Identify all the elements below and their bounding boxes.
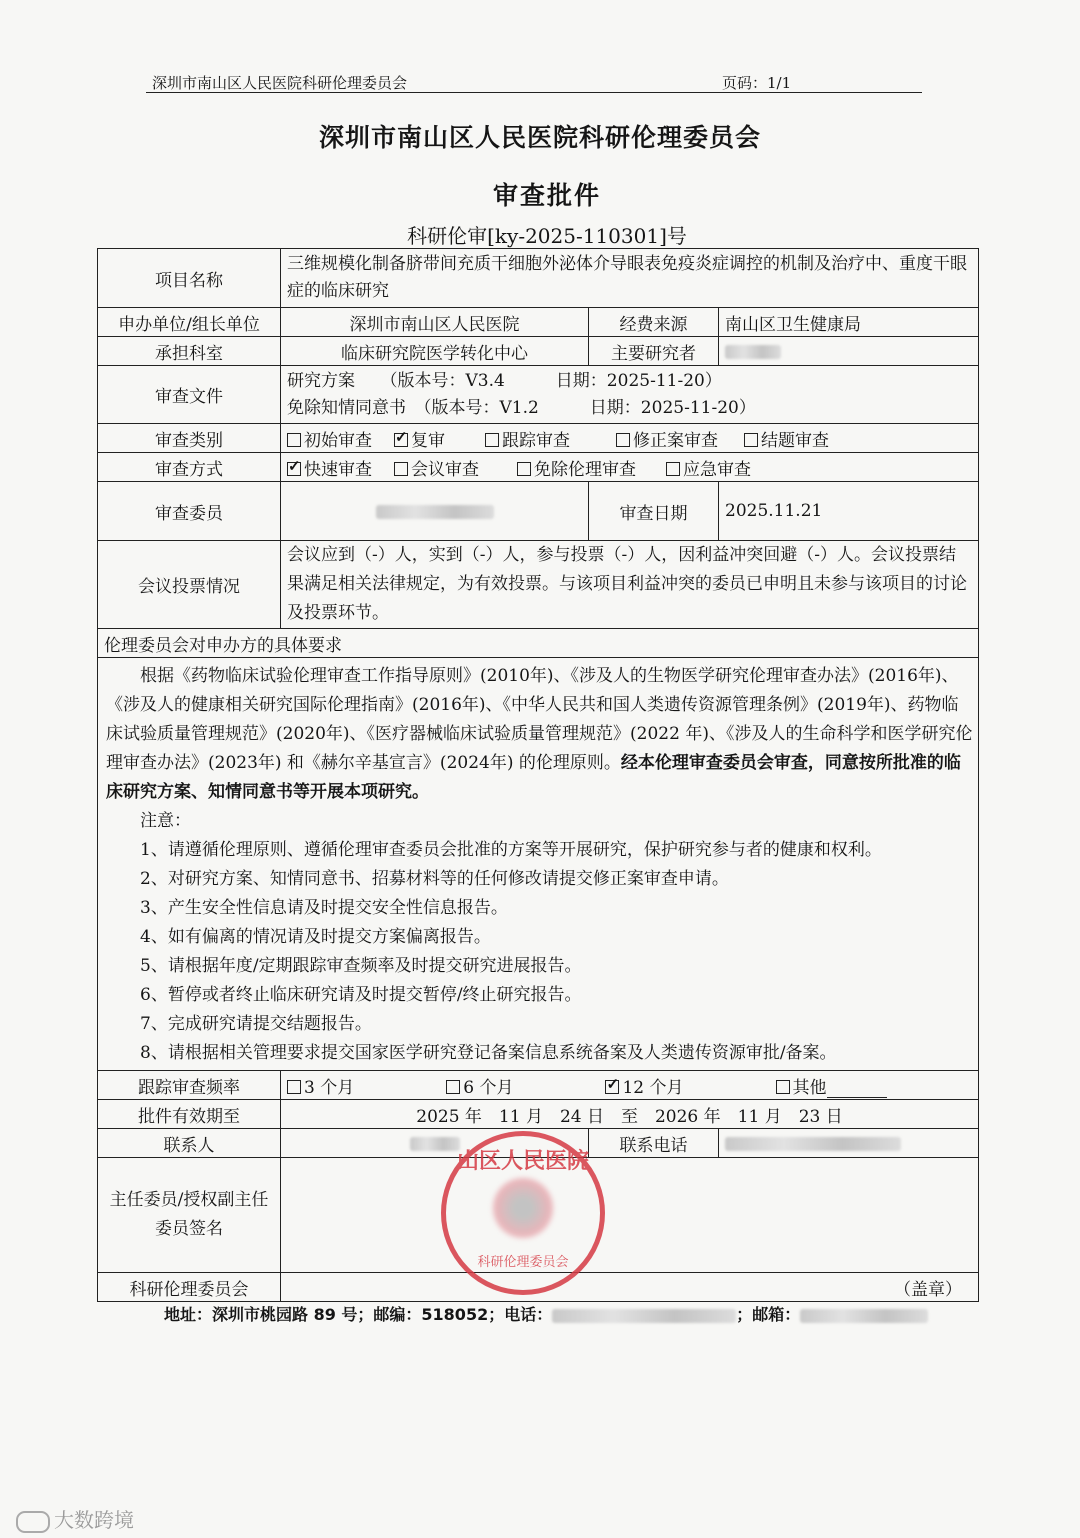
- row-vote: [98, 541, 979, 629]
- checkbox-checked-icon: [394, 433, 408, 447]
- frequency-label: 跟踪审查频率: [98, 1071, 281, 1100]
- row-project: [98, 249, 979, 308]
- sponsor-value: 深圳市南山区人民医院: [281, 308, 589, 337]
- header-rule: [146, 92, 922, 93]
- checkbox-icon: [287, 433, 301, 447]
- checkbox-amendment-review: 修正案审查: [616, 426, 718, 451]
- notes-title: 注意：: [140, 811, 191, 831]
- checkbox-other: 其他: [776, 1073, 887, 1098]
- checkbox-exempt-review: 免除伦理审查: [517, 455, 636, 480]
- row-members: [98, 482, 979, 541]
- review-date-label: 审查日期: [589, 482, 719, 541]
- checkbox-icon: [776, 1080, 790, 1094]
- committee-label: 科研伦理委员会: [98, 1273, 281, 1302]
- checkbox-icon: [744, 433, 758, 447]
- documents-label: 审查文件: [98, 366, 281, 424]
- checkbox-icon: [517, 462, 531, 476]
- checkbox-3-months: 3 个月: [287, 1073, 354, 1098]
- note-item: 7、完成研究请提交结题报告。: [140, 1014, 372, 1034]
- checkbox-12-months: ✓ 12 个月: [605, 1073, 683, 1098]
- department-value: 临床研究院医学转化中心: [281, 337, 589, 366]
- checkbox-icon: [287, 1080, 301, 1094]
- checkbox-icon: [666, 462, 680, 476]
- members-value: [281, 482, 589, 541]
- validity-label: 批件有效期至: [98, 1100, 281, 1129]
- pi-value: [719, 337, 979, 366]
- requirements-body: [98, 658, 979, 1071]
- fund-label: 经费来源: [589, 308, 719, 337]
- checkbox-re-review: ✓ 复审: [394, 426, 445, 451]
- header-org: 深圳市南山区人民医院科研伦理委员会: [152, 74, 408, 92]
- checkbox-icon: [394, 462, 408, 476]
- validity-value: 2025 年 11 月 24 日 至 2026 年 11 月 23 日: [281, 1100, 979, 1129]
- review-type-options: [281, 424, 979, 453]
- phone-value: [719, 1129, 979, 1158]
- row-frequency: [98, 1071, 979, 1100]
- checkbox-final-review: 结题审查: [744, 426, 829, 451]
- review-method-label: 审查方式: [98, 453, 281, 482]
- department-label: 承担科室: [98, 337, 281, 366]
- frequency-options: [281, 1071, 979, 1100]
- redacted-email: [800, 1309, 928, 1323]
- contact-label: 联系人: [98, 1129, 281, 1158]
- review-date-value: 2025.11.21: [719, 482, 979, 541]
- sponsor-label: 申办单位/组长单位: [98, 308, 281, 337]
- official-seal: [441, 1131, 605, 1295]
- document-number: 科研伦审[ky-2025-110301]号: [407, 224, 687, 248]
- redacted-phone-footer: [552, 1309, 736, 1323]
- note-item: 5、请根据年度/定期跟踪审查频率及时提交研究进展报告。: [140, 956, 582, 976]
- note-item: 8、请根据相关管理要求提交国家医学研究登记备案信息系统备案及人类遗传资源审批/备案。: [140, 1043, 837, 1063]
- document-subtitle: 审查批件: [492, 181, 601, 210]
- signature-label: 主任委员/授权副主任委员签名: [98, 1158, 281, 1273]
- blank-line: [827, 1081, 887, 1098]
- note-item: 3、产生安全性信息请及时提交安全性信息报告。: [140, 898, 508, 918]
- seal-bottom-text: 科研伦理委员会: [477, 1255, 569, 1270]
- checkbox-initial-review: 初始审查: [287, 426, 372, 451]
- row-review-type: [98, 424, 979, 453]
- watermark-logo-icon: [16, 1511, 50, 1533]
- requirements-label: 伦理委员会对申办方的具体要求: [98, 629, 979, 658]
- vote-text: 会议应到（-）人，实到（-）人，参与投票（-）人，因利益冲突回避（-）人。会议投票结果满足相关法律规定，为有效投票。与该项目利益冲突的委员已申明且未参与该项目的讨论及投票环节。: [281, 541, 979, 629]
- redacted-phone: [725, 1137, 901, 1151]
- note-item: 2、对研究方案、知情同意书、招募材料等的任何修改请提交修正案审查申请。: [140, 869, 729, 889]
- checkbox-icon: [485, 433, 499, 447]
- fund-value: 南山区卫生健康局: [719, 308, 979, 337]
- project-label: 项目名称: [98, 249, 281, 308]
- review-method-options: [281, 453, 979, 482]
- requirements-intro: 根据《药物临床试验伦理审查工作指导原则》(2010年)、《涉及人的生物医学研究伦理审查办法》(2016年)、《涉及人的健康相关研究国际伦理指南》(2016年)、《中华人民共和国人类遗传资源管理条例》(2019年)、药物临床试验质量管理规范》(2020年)、《医疗器械临床试验质量管理规范》(2022 年)、《涉及人的生命科学和医学研究伦理审查办法》(2023年) 和《赫尔辛基宣言》(2024年) 的伦理原则。经本伦理审查委员会审查，同意按所批准的临床研究方案、知情同意书等开展本项研究。: [106, 666, 973, 802]
- row-sponsor: [98, 308, 979, 337]
- redacted-members: [376, 505, 494, 519]
- stamp-note: （盖章）: [281, 1273, 979, 1302]
- project-name: 三维规模化制备脐带间充质干细胞外泌体介导眼表免疫炎症调控的机制及治疗中、重度干眼症的临床研究: [281, 249, 979, 308]
- seal-emblem-icon: [491, 1176, 555, 1240]
- row-department: [98, 337, 979, 366]
- document-title: 深圳市南山区人民医院科研伦理委员会: [318, 123, 761, 152]
- redacted-pi: [725, 345, 781, 359]
- checkbox-emergency-review: 应急审查: [666, 455, 751, 480]
- checkbox-icon: [616, 433, 630, 447]
- footer-address: 地址：深圳市桃园路 89 号；邮编：518052；电话： ；邮箱：: [164, 1302, 928, 1325]
- checkbox-6-months: 6 个月: [446, 1073, 513, 1098]
- members-label: 审查委员: [98, 482, 281, 541]
- vote-label: 会议投票情况: [98, 541, 281, 629]
- checkbox-checked-icon: [605, 1080, 619, 1094]
- seal-text: 山区人民医院: [456, 1149, 589, 1174]
- pi-label: 主要研究者: [589, 337, 719, 366]
- note-item: 6、暂停或者终止临床研究请及时提交暂停/终止研究报告。: [140, 985, 582, 1005]
- note-item: 1、请遵循伦理原则、遵循伦理审查委员会批准的方案等开展研究，保护研究参与者的健康和权利。: [140, 840, 882, 860]
- watermark: 大数跨境: [16, 1504, 134, 1533]
- note-item: 4、如有偏离的情况请及时提交方案偏离报告。: [140, 927, 491, 947]
- signature-area: [281, 1158, 979, 1273]
- checkbox-checked-icon: [287, 462, 301, 476]
- row-requirements-body: [98, 658, 979, 1071]
- checkbox-icon: [446, 1080, 460, 1094]
- documents-value: [281, 366, 979, 424]
- document-line-2: 免除知情同意书 （版本号：V1.2 日期：2025-11-20）: [287, 397, 756, 418]
- checkbox-fast-review: ✓ 快速审查: [287, 455, 372, 480]
- row-validity: [98, 1100, 979, 1129]
- review-type-label: 审查类别: [98, 424, 281, 453]
- checkbox-tracking-review: 跟踪审查: [485, 426, 570, 451]
- row-review-method: [98, 453, 979, 482]
- page-number: 页码：1/1: [722, 74, 792, 92]
- row-requirements-head: [98, 629, 979, 658]
- checkbox-meeting-review: 会议审查: [394, 455, 479, 480]
- phone-label: 联系电话: [589, 1129, 719, 1158]
- document-line-1: 研究方案 （版本号：V3.4 日期：2025-11-20）: [287, 370, 722, 391]
- row-documents: [98, 366, 979, 424]
